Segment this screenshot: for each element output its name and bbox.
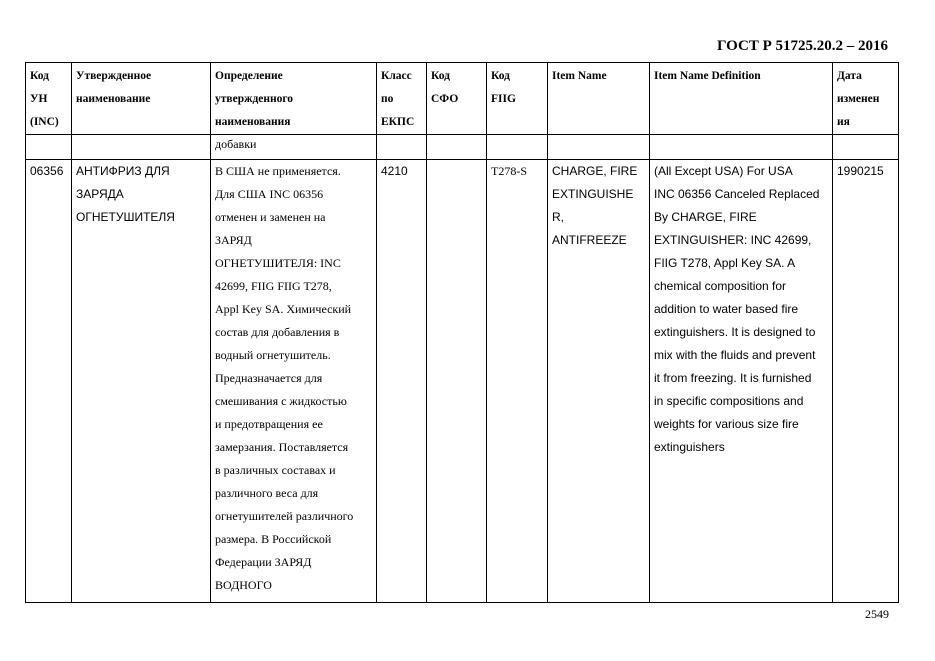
text-line: Item Name Definition	[654, 70, 761, 82]
header-item-definition	[650, 63, 833, 135]
text-line: изменен	[837, 93, 880, 105]
text-line: extinguishers. It is designed to	[654, 325, 816, 339]
text-line: смешивания с жидкостью	[215, 394, 347, 408]
text-line: СФО	[431, 93, 459, 105]
text-line: weights for various size fire	[654, 417, 799, 431]
text-line: состав для добавления в	[215, 325, 340, 339]
text-line: В США не применяется.	[215, 164, 341, 178]
header-sfo	[427, 63, 487, 135]
cell-definition	[211, 160, 377, 603]
text-line: и предотвращения ее	[215, 417, 323, 431]
text-line: Item Name	[552, 70, 607, 82]
text-line: в различных составах и	[215, 463, 336, 477]
text-line: замерзания. Поставляется	[215, 440, 349, 454]
table-header-row	[26, 63, 899, 135]
text-line: Код	[30, 70, 50, 82]
text-line: Appl Key SA. Химический	[215, 302, 352, 316]
text-line: Класс	[381, 70, 412, 82]
header-approved-name	[72, 63, 211, 135]
text-line: ЗАРЯД	[215, 233, 252, 247]
catalog-table	[25, 62, 899, 603]
text-line: УН	[30, 93, 48, 105]
text-line: по	[381, 93, 394, 105]
text-line: ОГНЕТУШИТЕЛЯ	[76, 210, 175, 224]
cell-date: 1990215	[833, 160, 899, 603]
header-date	[833, 63, 899, 135]
text-line: ВОДНОГО	[215, 578, 272, 592]
text-line: ия	[837, 116, 850, 128]
text-line: mix with the fluids and prevent	[654, 348, 816, 362]
text-line: размера. В Российской	[215, 532, 332, 546]
text-line: Определение	[215, 70, 283, 82]
text-line: ЕКПС	[381, 116, 415, 128]
header-class	[377, 63, 427, 135]
continuation-row	[26, 135, 899, 160]
cell-inc: 06356	[26, 160, 72, 603]
text-line: наименование	[76, 93, 151, 105]
continuation-text: добавки	[211, 135, 377, 160]
table-row	[26, 160, 899, 603]
cell-class: 4210	[377, 160, 427, 603]
text-line: (INC)	[30, 116, 59, 128]
text-line: водный огнетушитель.	[215, 348, 331, 362]
text-line: Код	[491, 70, 511, 82]
header-fiig	[487, 63, 548, 135]
text-line: CHARGE, FIRE	[552, 164, 638, 178]
cell-item-name	[548, 160, 650, 603]
text-line: наименования	[215, 116, 291, 128]
page-number: 2549	[865, 607, 889, 621]
text-line: огнетушителей различного	[215, 509, 354, 523]
text-line: Утвержденное	[76, 70, 152, 82]
header-definition	[211, 63, 377, 135]
text-line: Дата	[837, 70, 862, 82]
text-line: INC 06356 Canceled Replaced	[654, 187, 820, 201]
text-line: addition to water based fire	[654, 302, 799, 316]
text-line: различного веса для	[215, 486, 319, 500]
text-line: утвержденного	[215, 93, 294, 105]
text-line: it from freezing. It is furnished	[654, 371, 812, 385]
text-line: ANTIFREEZE	[552, 233, 627, 247]
text-line: in specific compositions and	[654, 394, 804, 408]
text-line: ЗАРЯДА	[76, 187, 124, 201]
text-line: Предназначается для	[215, 371, 323, 385]
cell-sfo	[427, 160, 487, 603]
text-line: By CHARGE, FIRE	[654, 210, 757, 224]
text-line: отменен и заменен на	[215, 210, 326, 224]
text-line: extinguishers	[654, 440, 725, 454]
text-line: R,	[552, 210, 564, 224]
text-line: (All Except USA) For USA	[654, 164, 793, 178]
text-line: FIIG T278, Appl Key SA. A	[654, 256, 796, 270]
header-inc	[26, 63, 72, 135]
text-line: Для США INC 06356	[215, 187, 324, 201]
text-line: chemical composition for	[654, 279, 787, 293]
text-line: 42699, FIIG FIIG T278,	[215, 279, 332, 293]
text-line: ОГНЕТУШИТЕЛЯ: INC	[215, 256, 341, 270]
text-line: Федерации ЗАРЯД	[215, 555, 312, 569]
header-item-name	[548, 63, 650, 135]
document-title: ГОСТ Р 51725.20.2 – 2016	[716, 38, 888, 54]
text-line: EXTINGUISHE	[552, 187, 634, 201]
text-line: FIIG	[491, 93, 516, 105]
cell-approved-name	[72, 160, 211, 603]
cell-item-definition	[650, 160, 833, 603]
text-line: Код	[431, 70, 451, 82]
text-line: АНТИФРИЗ ДЛЯ	[76, 164, 170, 178]
cell-fiig: T278-S	[487, 160, 548, 603]
text-line: EXTINGUISHER: INC 42699,	[654, 233, 812, 247]
